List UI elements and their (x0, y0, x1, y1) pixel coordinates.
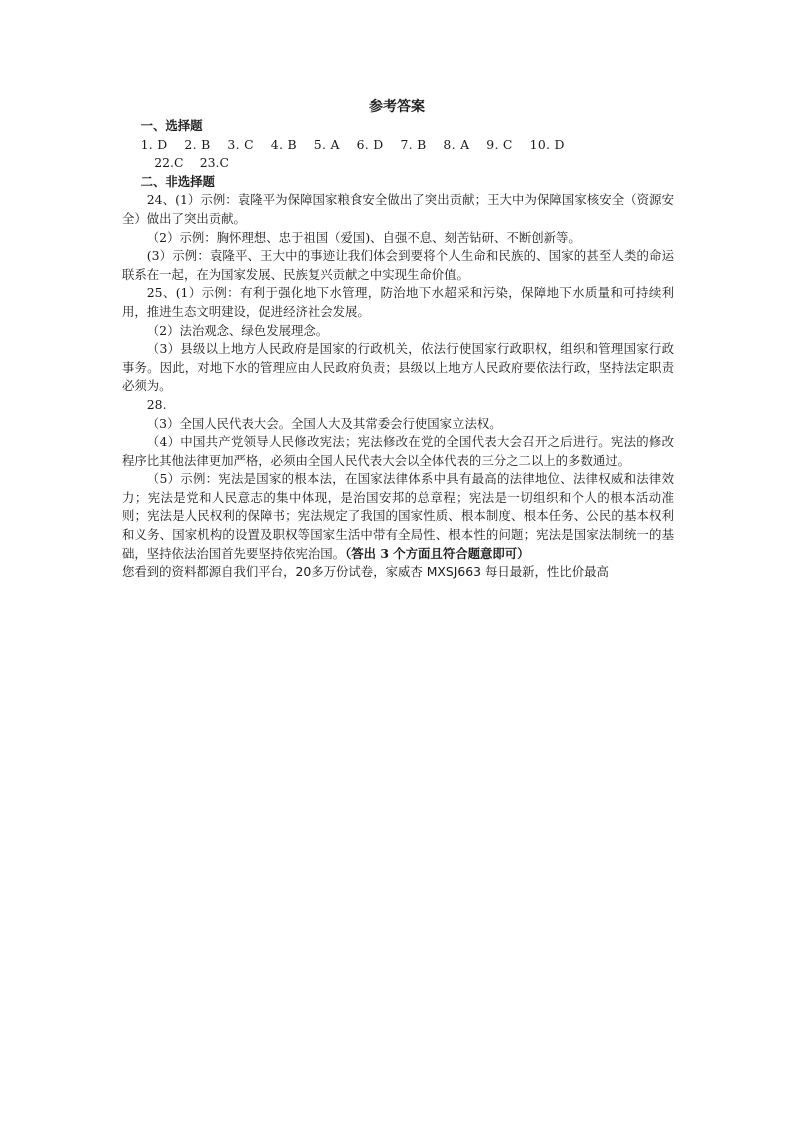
choice-answers-line-1: 1. D 2. B 3. C 4. B 5. A 6. D 7. B 8. A 9. C 10. D (140, 136, 565, 152)
answer-content (122, 117, 674, 582)
answer-25-2: （2）法治观念、绿色发展理念。 (146, 322, 329, 338)
answer-28-5 (122, 470, 674, 563)
answer-24-1: 24、(1）示例：袁隆平为保障国家粮食安全做出了突出贡献；王大中为保障国家核安全（资源安全）做出了突出贡献。 (122, 192, 674, 226)
section-heading-choice: 一、选择题 (140, 118, 203, 133)
answer-24-2: （2）示例：胸怀理想、忠于祖国（爱国)、自强不息、刻苦钻研、不断创新等。 (146, 229, 581, 245)
choice-answers-line-2: 22.C 23.C (154, 155, 229, 171)
footer-ad-text: 您看到的资料都源自我们平台，20多万份试卷，家威杏 MXSJ663 每日最新，性比价最高 (122, 564, 609, 580)
answer-28-5-text: （5）示例：宪法是国家的根本法，在国家法律体系中具有最高的法律地位、法律权威和法律效力；宪法是党和人民意志的集中体现，是治国安邦的总章程；宪法是一切组织和个人的根本活动准则；宪法是人民权利的保障书；宪法规定了我国的国家性质、根本制度、根本任务、公民的基本权利和义务、国家机构的设置及职权等国家生活中带有全局性、根本性的问题；宪法是国家法制统一的基础，坚持依法治国首先要坚持依宪治国。 (122, 471, 674, 561)
answer-25-1: 25、(1）示例：有利于强化地下水管理，防治地下水超采和污染，保障地下水质量和可持续利用，推进生态文明建设，促进经济社会发展。 (122, 285, 674, 319)
answer-25-3: （3）县级以上地方人民政府是国家的行政机关，依法行使国家行政职权，组织和管理国家行政事务。因此，对地下水的管理应由人民政府负责；县级以上地方人民政府要依法行政，坚持法定职责必须为。 (122, 341, 674, 394)
page-title: 参考答案 (369, 99, 425, 115)
answer-28-5-note: （答出 3 个方面且符合题意即可） (345, 545, 530, 561)
answer-28-4: （4）中国共产党领导人民修改宪法；宪法修改在党的全国代表大会召开之后进行。宪法的修改程序比其他法律更加严格，必须由全国人民代表大会以全体代表的三分之二以上的多数通过。 (122, 434, 674, 468)
question-28-label: 28. (146, 396, 167, 412)
section-heading-non-choice: 二、非选择题 (140, 173, 215, 189)
answer-28-3: （3）全国人民代表大会。全国人大及其常委会行使国家立法权。 (146, 415, 502, 431)
answer-24-3: (3）示例：袁隆平、王大中的事迹让我们体会到要将个人生命和民族的、国家的甚至人类的命运联系在一起，在为国家发展、民族复兴贡献之中实现生命价值。 (122, 248, 674, 282)
